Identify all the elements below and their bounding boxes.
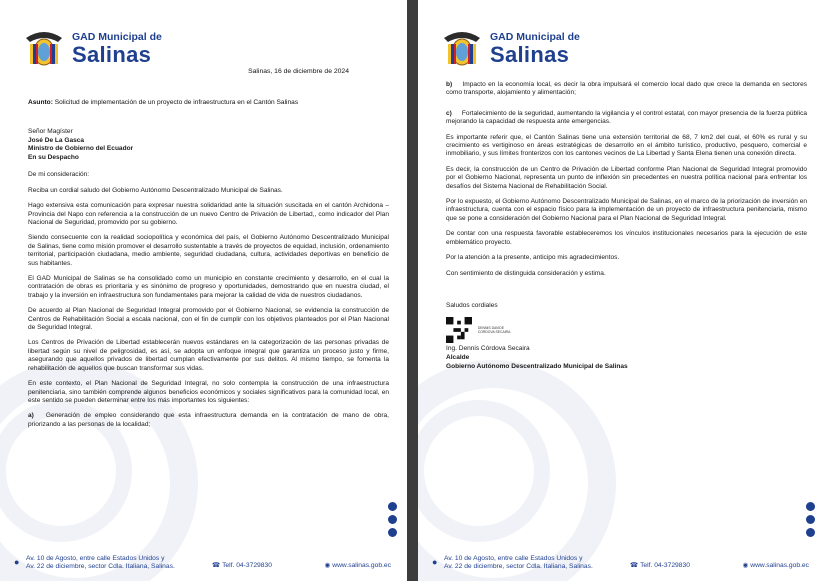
signer-institution: Gobierno Autónomo Descentralizado Municipal de Salinas <box>446 362 628 370</box>
item-label: a) <box>28 412 34 420</box>
twitter-icon[interactable] <box>388 528 397 537</box>
footer-address <box>444 555 593 571</box>
signature-qr-block <box>446 317 807 343</box>
paragraph: Los Centros de Privación de Libertad establecerán nuevos estándares en la categorización de las personas privadas de libertad según su nivel de peligrosidad, es así, se adopta un enfoque integral que garantiza un proceso justo y firme, asegurando que aquellos privados de libertad cumplan efectivamente por sus delitos. Al mismo tiempo, se fomenta la rehabilitación de aquellos que buscan transformar sus vidas. <box>28 339 389 372</box>
globe-icon: ◉ <box>742 562 749 569</box>
footer <box>0 545 407 581</box>
paragraph: Por la atención a la presente, anticipo mis agradecimientos. <box>446 254 620 262</box>
org-name: Salinas <box>72 41 152 67</box>
paragraph: El GAD Municipal de Salinas se ha consolidado como un municipio en constante crecimiento y desarrollo, en el cual la contratación de obras es prioritaria y es sinónimo de progreso y oportunidades, demostrando que en nuestra ciudad, el trabajo y la inversión en infraestructura son fundamentales para mejorar la calidad de vida de nuestros ciudadanos. <box>28 275 389 299</box>
location-pin-icon: ● <box>432 557 438 567</box>
location-pin-icon: ● <box>14 557 20 567</box>
paragraph: Reciba un cordial saludo del Gobierno Autónomo Descentralizado Municipal de Salinas. <box>28 186 283 194</box>
paragraph: Hago extensiva esta comunicación para expresar nuestra solidaridad ante la situación suscitada en el cantón Archidona – Provincia del Napo con referencia a la construcción de un nuevo Centro de Privación de Libertad,, como indicador del Plan Nacional de Seguridad, promovido por su gobierno. <box>28 202 389 226</box>
footer-phone <box>212 561 272 569</box>
signer-block <box>446 345 807 371</box>
instagram-icon[interactable] <box>388 515 397 524</box>
paragraph: Con sentimiento de distinguida consideración y estima. <box>446 269 606 277</box>
letter-date: Salinas, 16 de diciembre de 2024 <box>248 68 349 75</box>
paragraph: Es importante referir que, el Cantón Salinas tiene una extensión territorial de 68, 7 km2 del cual, el 60% es rural y su crecimiento es vertiginoso en áreas estratégicas de desarrollo en el ámbito turístico, productivo, pesquero, comercial e inmobiliario, y sus límites fronterizos con los cantones vecinos de La Libertad y Santa Elena tienen una conexión directa. <box>446 133 807 158</box>
logo <box>440 28 580 70</box>
item-text: Generación de empleo considerando que esta infraestructura demanda en la contratación de mano de obra, priorizando a las personas de la localidad; <box>28 412 389 428</box>
twitter-icon[interactable] <box>806 528 815 537</box>
footer-phone <box>630 561 690 569</box>
website-text: www.salinas.gob.ec <box>750 562 809 569</box>
address-line-1: Av. 10 de Agosto, entre calle Estados Unidos y <box>444 554 583 562</box>
org-gad-label: GAD Municipal de <box>490 31 580 44</box>
subject-text: Solicitud de implementación de un proyecto de infraestructura en el Cantón Salinas <box>54 99 299 106</box>
footer-website[interactable] <box>325 561 391 569</box>
footer-website[interactable] <box>743 561 809 569</box>
address-line-1: Av. 10 de Agosto, entre calle Estados Unidos y <box>26 554 165 562</box>
facebook-icon[interactable] <box>806 502 815 511</box>
signer-name: Ing. Dennis Córdova Secaira <box>446 345 530 353</box>
phone-text: Telf. 04-3729830 <box>640 562 690 569</box>
paragraph: En este contexto, el Plan Nacional de Seguridad Integral, no solo contempla la construcción de una infraestructura penitenciaria, sino también comprende algunos beneficios económicos y sociales significativos para la comunidad local, en este sentido se pueden determinar entre los más importantes los siguientes: <box>28 380 389 404</box>
facebook-icon[interactable] <box>388 502 397 511</box>
qr-caption <box>478 326 511 334</box>
qr-code-icon <box>446 317 472 343</box>
paragraph: Es decir, la construcción de un Centro de Privación de Libertad conforme Plan Nacional de Seguridad Integral promovido por el Gobierno Nacional, representa un punto de inflexión sin precedentes en nuestra política nacional para enfrentar los desafíos del Sistema Nacional de Rehabilitación Social. <box>446 165 807 190</box>
recipient-office: En su Despacho <box>28 153 79 161</box>
org-name: Salinas <box>490 41 570 67</box>
letter-page-1 <box>0 0 407 581</box>
letter-page-2 <box>418 0 825 581</box>
recipient-name: José De La Gasca <box>28 136 85 144</box>
paragraph: De acuerdo al Plan Nacional de Seguridad Integral promovido por el Gobierno Nacional, se evidencia la construcción de Centros de Rehabilitación Social a escala nacional, con el fin de cumplir con los objetivos planteados por el Plan Nacional de Seguridad Integral. <box>28 307 389 332</box>
recipient-title: Señor Magíster <box>28 128 73 135</box>
recipient-position: Ministro de Gobierno del Ecuador <box>28 145 134 153</box>
item-label: b) <box>446 81 453 88</box>
phone-text: Telf. 04-3729830 <box>222 562 272 569</box>
coat-of-arms-icon <box>440 28 484 70</box>
qr-caption-line: CORDOVA SECAIRA <box>477 330 511 335</box>
paragraph: Siendo consecuente con la realidad sociopolítica y económica del país, el Gobierno Autónomo Descentralizado Municipal de Salinas, tiene como misión promover el desarrollo sustentable a través de proyectos de equidad, inclusión, ordenamiento territorial, participación ciudadana, medio ambiente, seguridad ciudadana, cultura, actividades deportivas en beneficio de sus habitantes. <box>28 234 389 267</box>
instagram-icon[interactable] <box>806 515 815 524</box>
paragraph: Por lo expuesto, el Gobierno Autónomo Descentralizado Municipal de Salinas, en el marco de la priorización de inversión en infraestructura, cuenta con el espacio físico para la implementación de un proyecto de infraestructura penitenciaria, mismo que se pone a consideración del Gobierno Nacional para el Plan Nacional de Seguridad Integral. <box>446 198 807 222</box>
item-label: c) <box>446 109 452 117</box>
globe-icon: ◉ <box>324 562 331 569</box>
social-links <box>388 498 398 537</box>
subject-line <box>28 99 298 106</box>
address-line-2: Av. 22 de diciembre, sector Cdla. Italiana, Salinas. <box>444 562 593 570</box>
recipient-block <box>28 128 389 162</box>
letter-body-page-1 <box>28 128 389 436</box>
list-item-a <box>28 412 389 429</box>
website-text: www.salinas.gob.ec <box>332 562 391 569</box>
social-links <box>806 498 816 537</box>
item-text: Impacto en la economía local, es decir la obra impulsará el comercio local dado que crece la demanda en sectores como transporte, alojamiento y alimentación; <box>446 81 807 97</box>
item-text: Fortalecimiento de la seguridad, aumentando la vigilancia y el control estatal, con mayor presencia de la fuerza pública mejorando la capacidad de respuesta ante emergencias. <box>446 109 807 126</box>
org-gad-label: GAD Municipal de <box>72 31 162 44</box>
paragraph: De contar con una respuesta favorable estableceremos los vínculos institucionales necesarios para la ejecución de este emblemático proyecto. <box>446 230 807 246</box>
footer-address <box>26 555 175 571</box>
phone-icon: ☎ <box>630 562 639 569</box>
signer-role: Alcalde <box>446 353 470 361</box>
closing: Saludos cordiales <box>446 301 498 309</box>
letter-body-page-2 <box>446 81 807 371</box>
salutation: De mi consideración: <box>28 171 90 179</box>
list-item-b <box>446 81 807 98</box>
coat-of-arms-icon <box>22 28 66 70</box>
phone-icon: ☎ <box>212 562 221 569</box>
logo <box>22 28 162 70</box>
list-item-c <box>446 110 807 127</box>
subject-label: Asunto: <box>28 99 53 106</box>
footer <box>418 545 825 581</box>
address-line-2: Av. 22 de diciembre, sector Cdla. Italiana, Salinas. <box>26 562 175 570</box>
qr-caption-line: DENNIS DAVIDE <box>477 326 504 331</box>
